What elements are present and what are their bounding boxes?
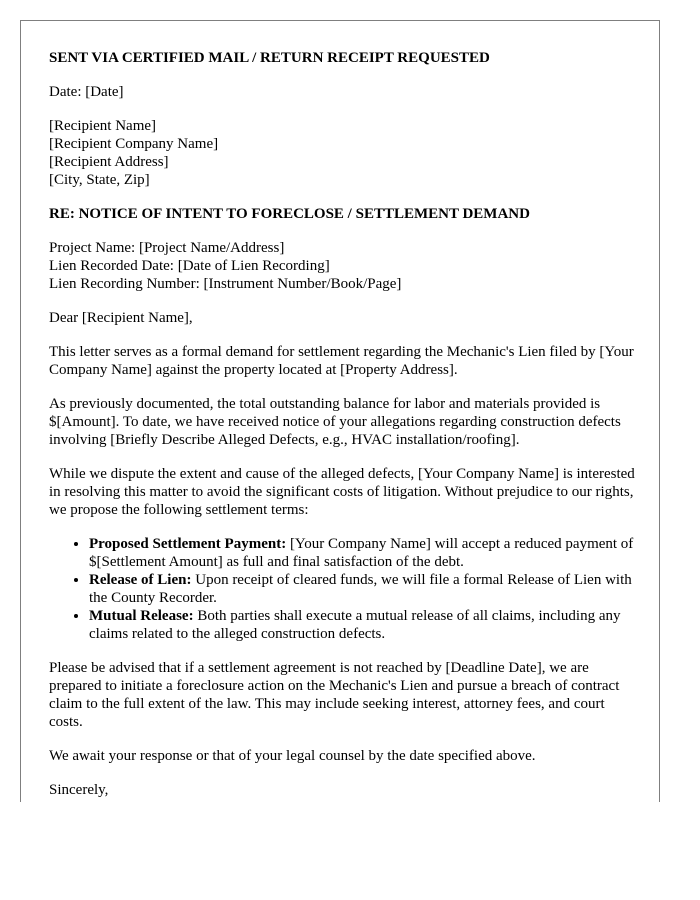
body-paragraph-foreclosure-warning: Please be advised that if a settlement agreement is not reached by [Deadline Date], we are prepared to initiate a foreclosure action on the Mechanic's Lien and pursue a breach of contract claim to the full extent of the law. This may include seeking interest, attorney fees, and court costs. xyxy=(49,660,620,730)
body-paragraph-proposal: While we dispute the extent and cause of the alleged defects, [Your Company Name] is interested in resolving this matter to avoid the significant costs of litigation. Without prejudice to our rights, we propose the following settlement terms: xyxy=(49,466,635,518)
settlement-term-payment xyxy=(89,535,639,571)
letter-date: Date: [Date] xyxy=(49,84,124,100)
recipient-city-state-zip: [City, State, Zip] xyxy=(49,172,150,188)
recipient-address: [Recipient Address] xyxy=(49,154,169,170)
letter-page xyxy=(20,20,660,802)
lien-recorded-date: Lien Recorded Date: [Date of Lien Recording] xyxy=(49,258,330,274)
settlement-term-lien-release xyxy=(89,571,639,607)
recipient-company: [Recipient Company Name] xyxy=(49,136,219,152)
project-details xyxy=(49,239,639,293)
subject-line: RE: NOTICE OF INTENT TO FORECLOSE / SETTLEMENT DEMAND xyxy=(49,206,530,222)
term-title: Mutual Release: xyxy=(89,608,194,624)
recipient-name: [Recipient Name] xyxy=(49,118,157,134)
body-paragraph-response-request: We await your response or that of your legal counsel by the date specified above. xyxy=(49,748,536,764)
body-paragraph-intro: This letter serves as a formal demand for settlement regarding the Mechanic's Lien filed by [Your Company Name] against the property located at [Property Address]. xyxy=(49,344,634,378)
recipient-block xyxy=(49,117,639,189)
settlement-term-mutual-release xyxy=(89,607,639,643)
settlement-terms-list xyxy=(49,535,639,643)
body-paragraph-balance: As previously documented, the total outstanding balance for labor and materials provided is $[Amount]. To date, we have received notice of your allegations regarding construction defects involving [Briefly Describe Alleged Defects, e.g., HVAC installation/roofing]. xyxy=(49,396,621,448)
letter-content xyxy=(49,49,639,802)
term-text: Both parties shall execute a mutual release of all claims, including any claims related to the alleged construction defects. xyxy=(89,608,621,642)
closing: Sincerely, xyxy=(49,782,109,798)
term-text: Upon receipt of cleared funds, we will file a formal Release of Lien with the County Recorder. xyxy=(89,572,632,606)
salutation: Dear [Recipient Name], xyxy=(49,310,193,326)
term-text: [Your Company Name] will accept a reduced payment of $[Settlement Amount] as full and final satisfaction of the debt. xyxy=(89,536,634,570)
lien-recording-number: Lien Recording Number: [Instrument Number/Book/Page] xyxy=(49,276,402,292)
term-title: Proposed Settlement Payment: xyxy=(89,536,287,552)
project-name: Project Name: [Project Name/Address] xyxy=(49,240,285,256)
term-title: Release of Lien: xyxy=(89,572,192,588)
delivery-line: SENT VIA CERTIFIED MAIL / RETURN RECEIPT REQUESTED xyxy=(49,50,490,66)
